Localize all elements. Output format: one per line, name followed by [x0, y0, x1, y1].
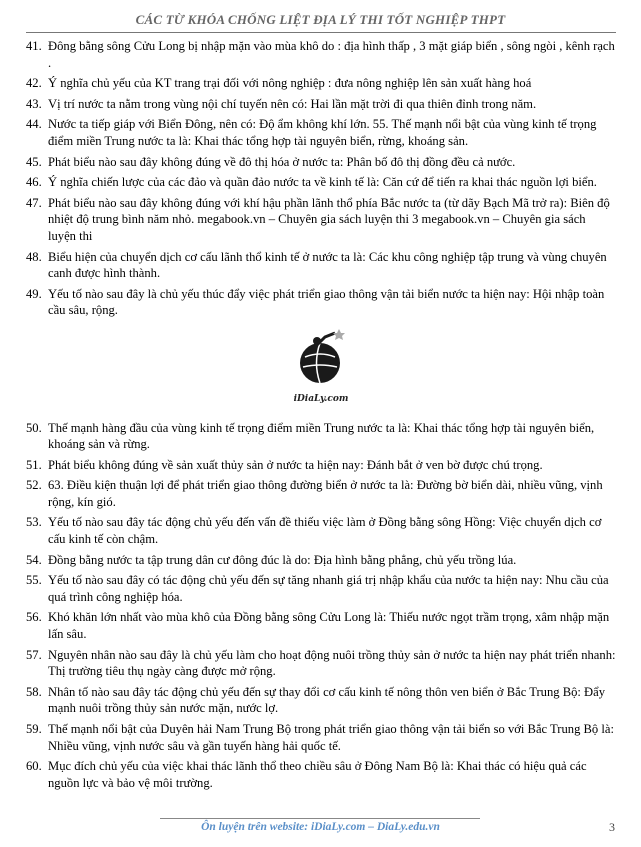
item-text: Phát biểu nào sau đây không đúng về đô thị hóa ở nước ta: Phân bố đô thị đồng đều cả nước. — [48, 154, 516, 169]
item-text: Vị trí nước ta nằm trong vùng nội chí tuyến nên có: Hai lần mặt trời đi qua thiên đỉnh trong năm. — [48, 96, 537, 111]
header-divider — [26, 32, 616, 33]
list-item — [26, 457, 616, 474]
item-number: 58. — [26, 684, 42, 699]
list-item — [26, 195, 616, 245]
logo-text: iDiaLy.com — [293, 393, 349, 404]
item-text: Thế mạnh nổi bật của Duyên hải Nam Trung Bộ trong phát triển giao thông vận tải biển so với Bắc Trung Bộ là: Nhiều vũng, vịnh nước sâu và gần tuyến hàng hải quốc tế. — [48, 722, 614, 753]
list-item — [26, 75, 616, 92]
item-number: 47. — [26, 195, 42, 210]
item-text: Khó khăn lớn nhất vào mùa khô của Đồng bằng sông Cửu Long là: Thiếu nước ngọt trầm trọng, xâm nhập mặn lấn sâu. — [48, 610, 610, 642]
list-item — [26, 721, 616, 754]
item-text: Yếu tố nào sau đây tác động chủ yếu đến vấn đề thiếu việc làm ở Đồng bằng sông Hồng: Việc chuyển dịch cơ cấu kinh tế còn chậm. — [48, 515, 602, 547]
list-item — [26, 249, 616, 282]
list-item — [26, 758, 616, 791]
item-number: 48. — [26, 249, 42, 264]
item-text: Phát biểu nào sau đây không đúng với khí hậu phần lãnh thổ phía Bắc nước ta (từ dãy Bạch Mã trở ra): Biên độ nhiệt độ trung bình năm nhỏ. megabook.vn – Chuyên gia sách luyện thi 3 megabook.vn – Chuyên gia sách luyện thi — [48, 195, 610, 243]
item-number: 42. — [26, 76, 42, 91]
item-number: 56. — [26, 610, 42, 625]
list-item — [26, 514, 616, 547]
items-top — [26, 38, 616, 319]
list-item — [26, 647, 616, 680]
item-number: 51. — [26, 457, 42, 472]
list-item — [26, 154, 616, 171]
item-text: Yếu tố nào sau đây là chủ yếu thúc đẩy việc phát triển giao thông vận tải biển nước ta hiện nay: Hội nhập toàn cầu sâu, rộng. — [48, 286, 605, 318]
item-text: Ý nghĩa chủ yếu của KT trang trại đối với nông nghiệp : đưa nông nghiệp lên sản xuất hàng hoá — [48, 76, 532, 91]
list-item — [26, 96, 616, 113]
list-item — [26, 684, 616, 717]
items-bottom — [26, 420, 616, 792]
item-number: 46. — [26, 175, 42, 190]
item-number: 53. — [26, 515, 42, 530]
item-text: Nhân tố nào sau đây tác động chủ yếu đến sự thay đổi cơ cấu kinh tế nông thôn ven biển ở Bắc Trung Bộ: Đẩy mạnh nuôi trồng thủy sản nước mặn, nước lợ. — [48, 684, 606, 716]
item-number: 41. — [26, 39, 42, 53]
item-number: 60. — [26, 759, 42, 774]
list-item — [26, 572, 616, 605]
footer-website-text: Ôn luyện trên website: iDiaLy.com – DiaLy.edu.vn — [201, 821, 440, 833]
item-text: Ý nghĩa chiến lược của các đảo và quần đảo nước ta về kinh tế là: Căn cứ để tiến ra khai thác nguồn lợi biển. — [48, 175, 597, 190]
page-header-title: CÁC TỪ KHÓA CHỐNG LIỆT ĐỊA LÝ THI TỐT NGHIỆP THPT — [135, 12, 506, 27]
item-text: Phát biểu không đúng về sản xuất thủy sản ở nước ta hiện nay: Đánh bắt ở ven bờ được chú trọng. — [48, 457, 543, 472]
list-item — [26, 477, 616, 510]
item-text: Đông bằng sông Cửu Long bị nhập mặn vào mùa khô do : địa hình thấp , 3 mặt giáp biển , sông ngòi , kênh rạch . — [48, 39, 615, 70]
item-number: 57. — [26, 647, 42, 662]
globe-figure-icon — [295, 329, 347, 389]
footer-divider — [160, 818, 480, 819]
item-number: 43. — [26, 96, 42, 111]
item-text: 63. Điều kiện thuận lợi để phát triển giao thông đường biển ở nước ta là: Đường bờ biển dài, nhiều vũng, vịnh rộng, kín gió. — [48, 478, 603, 509]
item-text: Biểu hiện của chuyển dịch cơ cấu lãnh thổ kinh tế ở nước ta là: Các khu công nghiệp tập trung và vùng chuyên canh được hình thành. — [48, 249, 607, 281]
item-number: 52. — [26, 478, 42, 493]
item-text: Yếu tố nào sau đây có tác động chủ yếu đến sự tăng nhanh giá trị nhập khẩu của nước ta hiện nay: Nhu cầu của quá trình công nghiệp hóa. — [48, 573, 609, 604]
item-number: 44. — [26, 117, 42, 132]
list-item — [26, 609, 616, 642]
list-item — [26, 286, 616, 319]
item-number: 59. — [26, 722, 42, 736]
item-text: Đồng bằng nước ta tập trung dân cư đông đúc là do: Địa hình bằng phẳng, chủ yếu trồng lúa. — [48, 552, 517, 567]
idialy-logo — [26, 329, 616, 408]
item-text: Mục đích chủ yếu của việc khai thác lãnh thổ theo chiều sâu ở Đông Nam Bộ là: Khai thác có hiệu quả các nguồn lực và bảo vệ môi trường. — [48, 759, 587, 790]
item-text: Nguyên nhân nào sau đây là chủ yếu làm cho hoạt động nuôi trồng thủy sản ở nước ta hiện nay phát triển nhanh: Thị trường tiêu thụ ngày càng được mở rộng. — [48, 647, 616, 679]
item-number: 50. — [26, 420, 42, 435]
list-item — [26, 116, 616, 149]
page-number: 3 — [609, 820, 615, 834]
item-number: 55. — [26, 573, 42, 588]
item-text: Thế mạnh hàng đầu của vùng kinh tế trọng điểm miền Trung nước ta là: Khai thác tổng hợp tài nguyên biển, khoáng sản và rừng. — [48, 420, 595, 452]
list-item — [26, 420, 616, 453]
list-item — [26, 38, 616, 71]
list-item — [26, 174, 616, 191]
item-text: Nước ta tiếp giáp với Biển Đông, nên có: Độ ẩm không khí lớn. 55. Thế mạnh nổi bật của vùng kinh tế trọng điểm miền Trung nước ta là: Khai thác tổng hợp tài nguyên biển, rừng, khoáng sản. — [48, 117, 597, 148]
item-number: 49. — [26, 286, 42, 301]
list-item — [26, 552, 616, 569]
question-list — [26, 38, 616, 795]
item-number: 45. — [26, 154, 42, 169]
item-number: 54. — [26, 552, 42, 567]
